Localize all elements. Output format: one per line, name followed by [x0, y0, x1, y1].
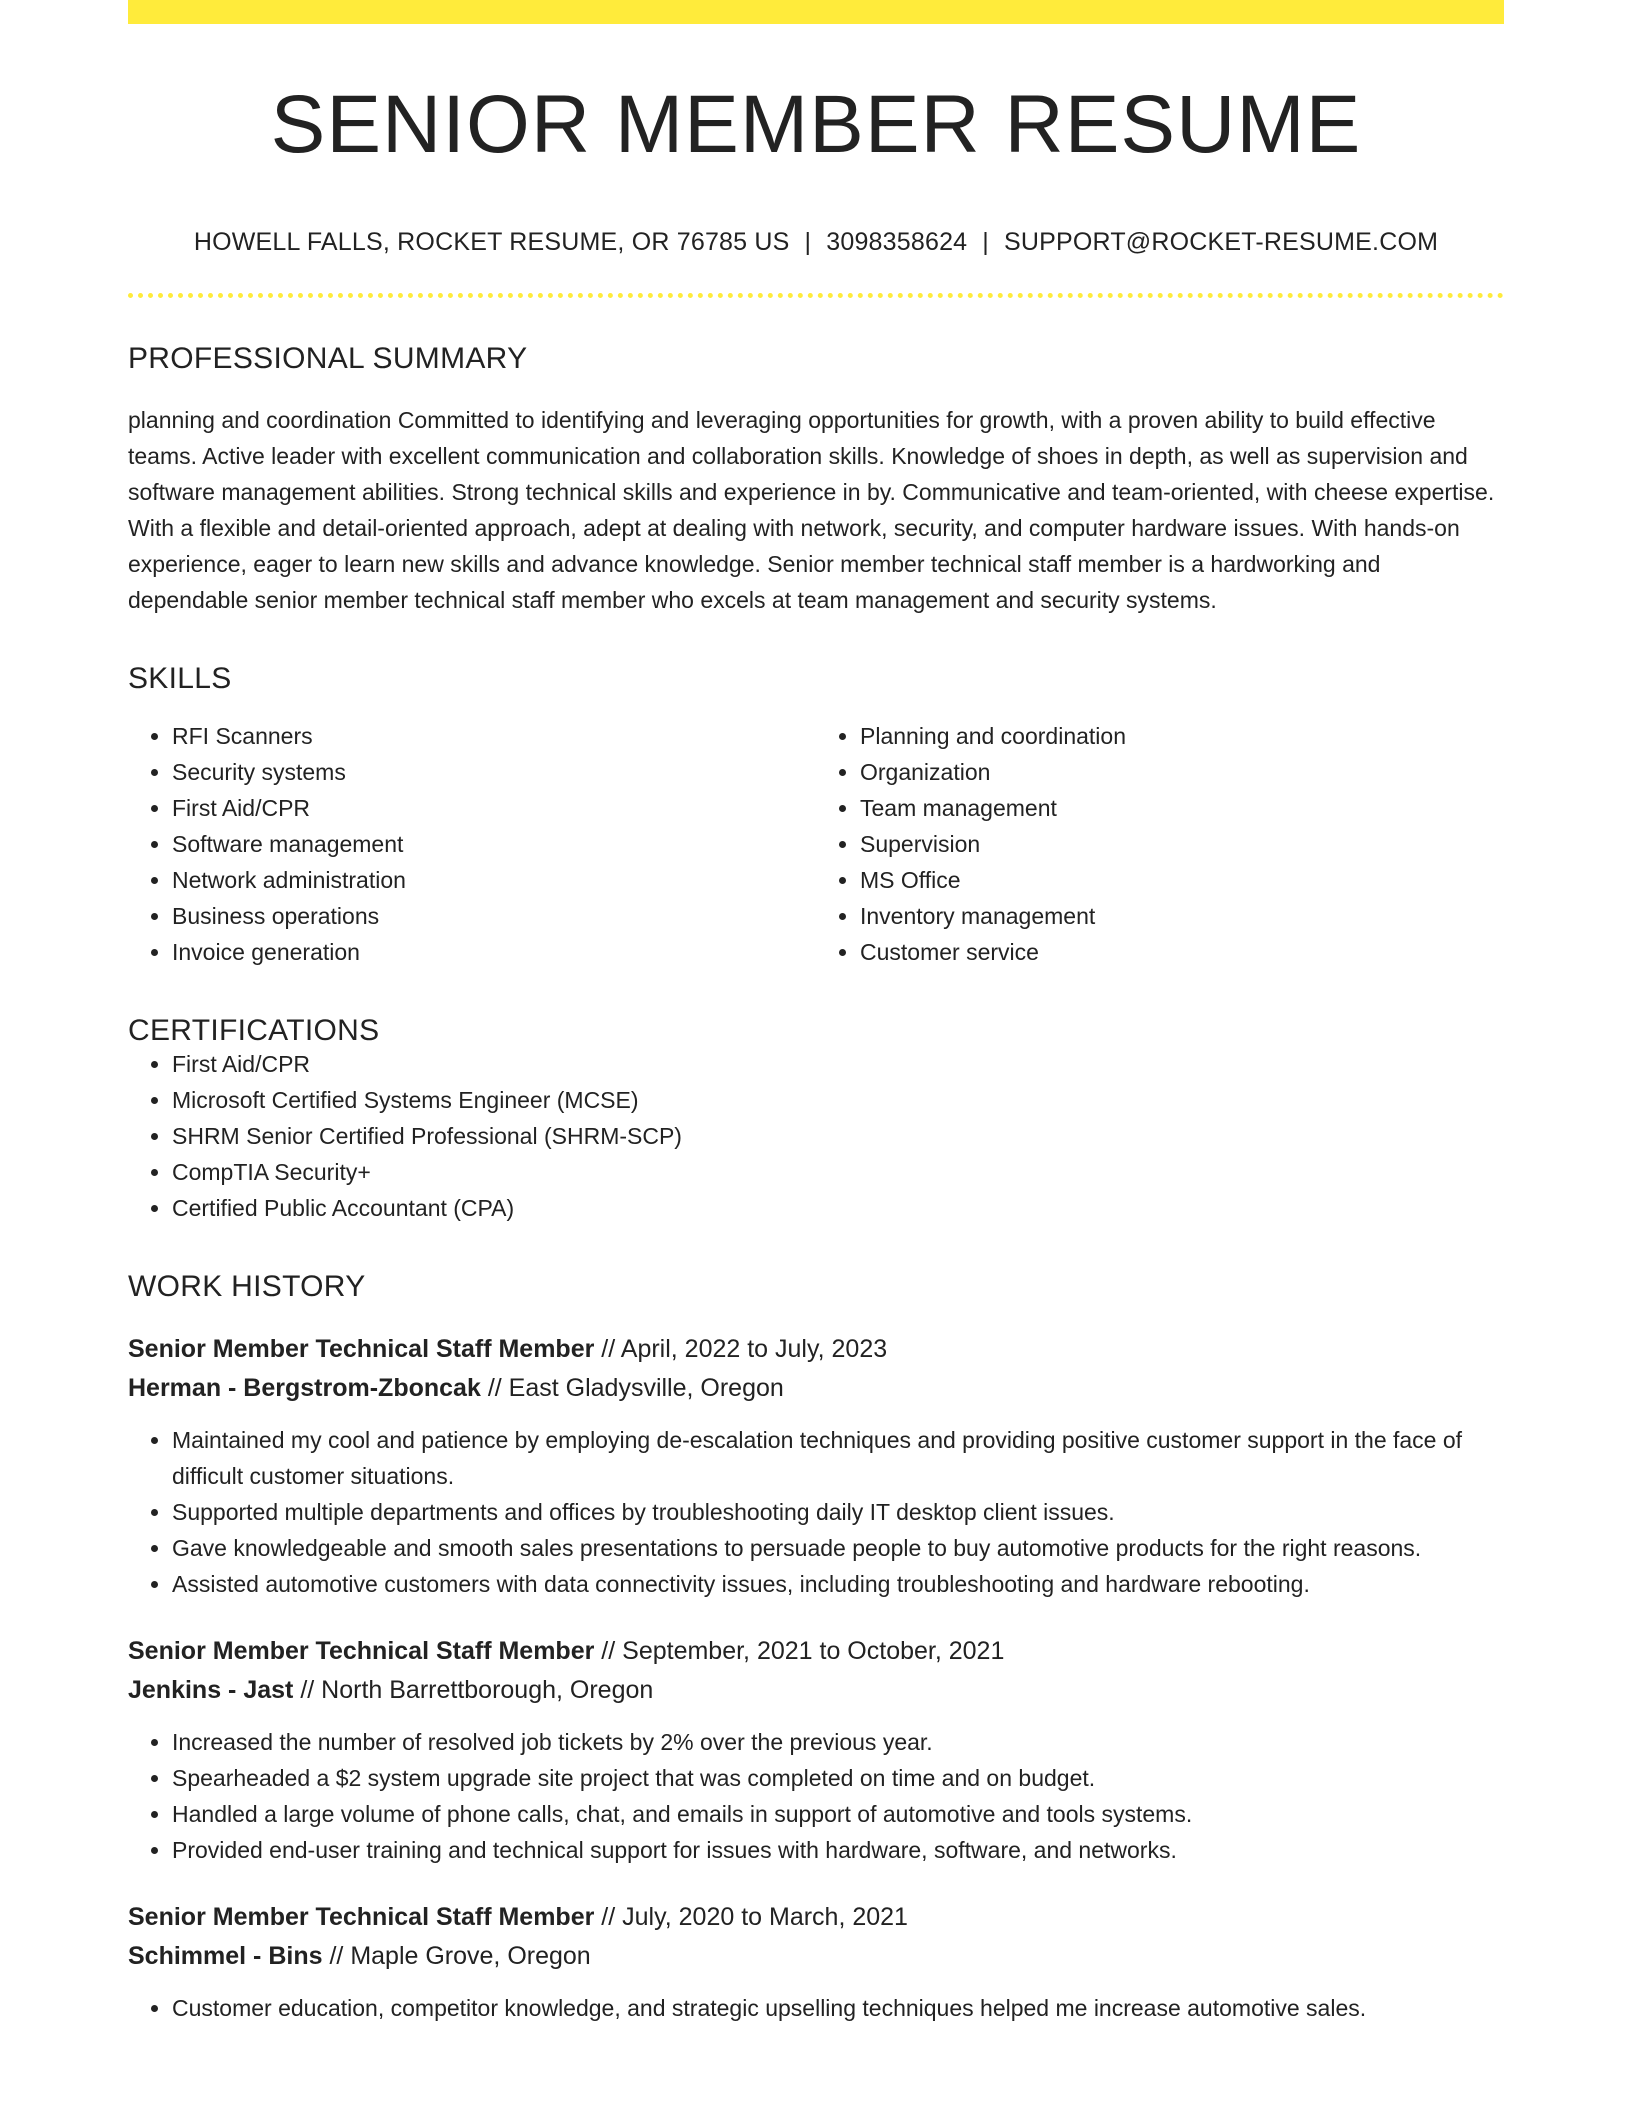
contact-email: SUPPORT@ROCKET-RESUME.COM: [1004, 228, 1439, 256]
certifications-list: [128, 1046, 1504, 1226]
certifications-heading: CERTIFICATIONS: [128, 1014, 380, 1047]
job-entry: [128, 1898, 1504, 2026]
contact-address: HOWELL FALLS, ROCKET RESUME, OR 76785 US: [193, 228, 790, 256]
top-accent-bar: [128, 0, 1504, 24]
job-duty: • Gave knowledgeable and smooth sales presentations to persuade people to buy automotive products for the right reasons.: [172, 1530, 1504, 1566]
skill-item: • First Aid/CPR: [172, 790, 816, 826]
job-duty: • Handled a large volume of phone calls, chat, and emails in support of automotive and tools systems.: [172, 1796, 1504, 1832]
certification-item: • Certified Public Accountant (CPA): [172, 1190, 1504, 1226]
skill-item: • RFI Scanners: [172, 718, 816, 754]
job-title: Senior Member Technical Staff Member: [128, 1637, 595, 1665]
job-company: Jenkins - Jast: [128, 1676, 294, 1704]
skill-item: • MS Office: [860, 862, 1504, 898]
work-history-section: [128, 1272, 1504, 2026]
job-company-line: [128, 1671, 1504, 1710]
certification-item: • SHRM Senior Certified Professional (SHRM-SCP): [172, 1118, 1504, 1154]
job-duty: • Assisted automotive customers with data connectivity issues, including troubleshooting and hardware rebooting.: [172, 1566, 1504, 1602]
job-duty: • Maintained my cool and patience by employing de-escalation techniques and providing positive customer support in the face of difficult customer situations.: [172, 1422, 1504, 1494]
job-company: Schimmel - Bins: [128, 1942, 323, 1970]
job-duty: • Increased the number of resolved job tickets by 2% over the previous year.: [172, 1724, 1504, 1760]
certification-item: • First Aid/CPR: [172, 1046, 1504, 1082]
skill-item: • Supervision: [860, 826, 1504, 862]
job-duties-list: [128, 1990, 1504, 2026]
skills-grid: [128, 718, 1504, 970]
contact-phone: 3098358624: [826, 228, 968, 256]
job-dates: September, 2021 to October, 2021: [622, 1637, 1005, 1665]
job-duties-list: [128, 1422, 1504, 1602]
text-separator: //: [601, 1637, 616, 1665]
certification-item: • Microsoft Certified Systems Engineer (MCSE): [172, 1082, 1504, 1118]
skill-item: • Organization: [860, 754, 1504, 790]
job-entry: [128, 1330, 1504, 1602]
work-history-heading: WORK HISTORY: [128, 1270, 366, 1303]
skills-section: [128, 664, 1504, 970]
summary-section: [128, 344, 1504, 618]
summary-text: planning and coordination Committed to identifying and leveraging opportunities for growth, with a proven ability to build effective teams. Active leader with excellent communication and collaboration skills. Knowledge of shoes in depth, as well as supervision and software management abilities. Strong technical skills and experience in by. Communicative and team-oriented, with cheese expertise. With a flexible and detail-oriented approach, adept at dealing with network, security, and computer hardware issues. With hands-on experience, eager to learn new skills and advance knowledge. Senior member technical staff member is a hardworking and dependable senior member technical staff member who excels at team management and security systems.: [128, 407, 1495, 613]
skill-item: • Team management: [860, 790, 1504, 826]
dotted-divider: [128, 293, 1504, 298]
job-title-line: [128, 1632, 1504, 1671]
skills-list-right: [816, 718, 1504, 970]
job-entry: [128, 1632, 1504, 1868]
text-separator: //: [329, 1942, 344, 1970]
job-company-line: [128, 1369, 1504, 1408]
resume-title: SENIOR MEMBER RESUME: [270, 79, 1362, 170]
job-title-line: [128, 1330, 1504, 1369]
job-title: Senior Member Technical Staff Member: [128, 1903, 595, 1931]
skills-heading: SKILLS: [128, 662, 232, 695]
summary-heading: PROFESSIONAL SUMMARY: [128, 342, 528, 375]
skill-item: • Planning and coordination: [860, 718, 1504, 754]
job-dates: July, 2020 to March, 2021: [622, 1903, 908, 1931]
skill-item: • Software management: [172, 826, 816, 862]
skill-item: • Invoice generation: [172, 934, 816, 970]
job-duty: • Supported multiple departments and offices by troubleshooting daily IT desktop client issues.: [172, 1494, 1504, 1530]
job-company-line: [128, 1937, 1504, 1976]
skill-item: • Network administration: [172, 862, 816, 898]
job-location: Maple Grove, Oregon: [350, 1942, 591, 1970]
skills-list-left: [128, 718, 816, 970]
job-title-line: [128, 1898, 1504, 1937]
contact-separator: |: [804, 228, 812, 256]
job-location: East Gladysville, Oregon: [508, 1374, 784, 1402]
skill-item: • Inventory management: [860, 898, 1504, 934]
text-separator: //: [487, 1374, 502, 1402]
skill-item: • Customer service: [860, 934, 1504, 970]
text-separator: //: [601, 1335, 616, 1363]
contact-separator: |: [982, 228, 989, 256]
job-title: Senior Member Technical Staff Member: [128, 1335, 595, 1363]
certifications-section: [128, 1016, 1504, 1226]
contact-line: [128, 230, 1504, 255]
resume-page: [128, 0, 1504, 2026]
text-separator: //: [300, 1676, 315, 1704]
text-separator: //: [601, 1903, 616, 1931]
skill-item: • Security systems: [172, 754, 816, 790]
job-duty: • Spearheaded a $2 system upgrade site project that was completed on time and on budget.: [172, 1760, 1504, 1796]
job-location: North Barrettborough, Oregon: [321, 1676, 654, 1704]
job-company: Herman - Bergstrom-Zboncak: [128, 1374, 481, 1402]
certification-item: • CompTIA Security+: [172, 1154, 1504, 1190]
job-duty: • Customer education, competitor knowledge, and strategic upselling techniques helped me increase automotive sales.: [172, 1990, 1504, 2026]
skill-item: • Business operations: [172, 898, 816, 934]
job-duties-list: [128, 1724, 1504, 1868]
job-dates: April, 2022 to July, 2023: [620, 1335, 888, 1363]
job-duty: • Provided end-user training and technical support for issues with hardware, software, and networks.: [172, 1832, 1504, 1868]
